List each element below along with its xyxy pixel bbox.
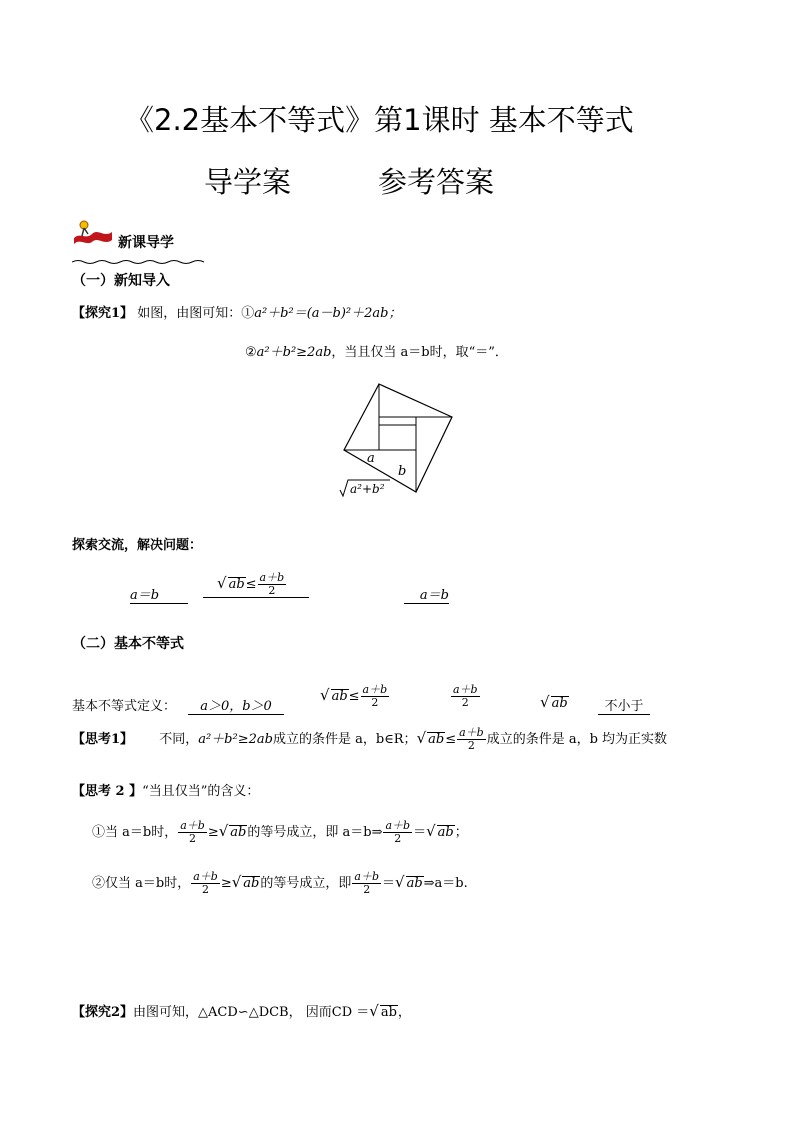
section-decoration-icon xyxy=(72,218,114,248)
explore-2-line: 【探究2】由图可知，△ACD∽△DCB， 因而CD ＝√ ab， xyxy=(72,1002,411,1020)
answer-1: a＝b xyxy=(130,584,188,604)
definition-inequality: √ ab≤ $\frac{a+b}{2}$ xyxy=(320,683,388,709)
explore-1-line xyxy=(72,302,401,321)
square-figure xyxy=(330,380,460,505)
definition-condition: a＞0，b＞0 xyxy=(188,695,284,715)
think-1-line: 【思考1】 不同，a²＋b²≥2ab成立的条件是 a，b∈R；√ ab≤ $\frac{a+b}{2}$ 成立的条件是 a，b 均为正实数 xyxy=(72,726,668,752)
subsection-1-title: （一）新知导入 xyxy=(72,273,170,289)
label-a: a xyxy=(367,451,375,466)
title-line-1: 《2.2基本不等式》第1课时 基本不等式 xyxy=(125,103,634,137)
label-hyp: a²+b² xyxy=(350,482,385,496)
explore-exchange: 探索交流，解决问题： xyxy=(72,538,203,553)
label-b: b xyxy=(398,464,407,479)
explore-1-text: 如图，由图可知：① xyxy=(137,306,255,321)
explore-2-tag: 【探究2】 xyxy=(72,1005,134,1020)
explore-1-formula: a²＋b²＝(a－b)²＋2ab； xyxy=(254,306,402,321)
explore-1-tag: 【探究1】 xyxy=(72,306,134,321)
title-part-b: 参考答案 xyxy=(378,165,495,199)
explore-1-line-2 xyxy=(245,341,508,360)
answer-3: a＝b xyxy=(404,584,449,604)
think-2-item-1: ①当 a＝b时， $\frac{a+b}{2}$ ≥√ ab的等号成立，即 a＝b⇒ $\frac{a+b}{2}$ ＝√ ab； xyxy=(92,819,468,845)
subsection-2-title: （二）基本不等式 xyxy=(72,636,184,652)
line2-formula: a²＋b²≥2ab xyxy=(256,345,332,360)
answer-2: √ ab≤ $\frac{a+b}{2}$ xyxy=(203,572,309,598)
title-part-a: 导学案 xyxy=(204,165,292,199)
section-underline xyxy=(72,250,207,256)
section-label: 新课导学 xyxy=(118,235,174,251)
think-1-tag: 【思考1】 xyxy=(72,732,134,747)
line2-prefix: ② xyxy=(245,345,257,360)
line2-suffix: ，当且仅当 a＝b时，取“＝”． xyxy=(331,345,508,360)
definition-not-less: 不小于 xyxy=(598,695,650,715)
definition-label: 基本不等式定义： xyxy=(72,699,177,714)
think-2-tag: 【思考 2 】 xyxy=(72,784,143,799)
definition-fraction: $\frac{a+b}{2}$ xyxy=(453,683,478,709)
think-2-item-2: ②仅当 a＝b时， $\frac{a+b}{2}$ ≥√ ab的等号成立，即 $\frac{a+b}{2}$ ＝√ ab⇒a＝b. xyxy=(92,870,468,896)
think-2-line: 【思考 2 】“当且仅当”的含义： xyxy=(72,784,260,799)
definition-sqrt: √ ab xyxy=(540,693,568,711)
